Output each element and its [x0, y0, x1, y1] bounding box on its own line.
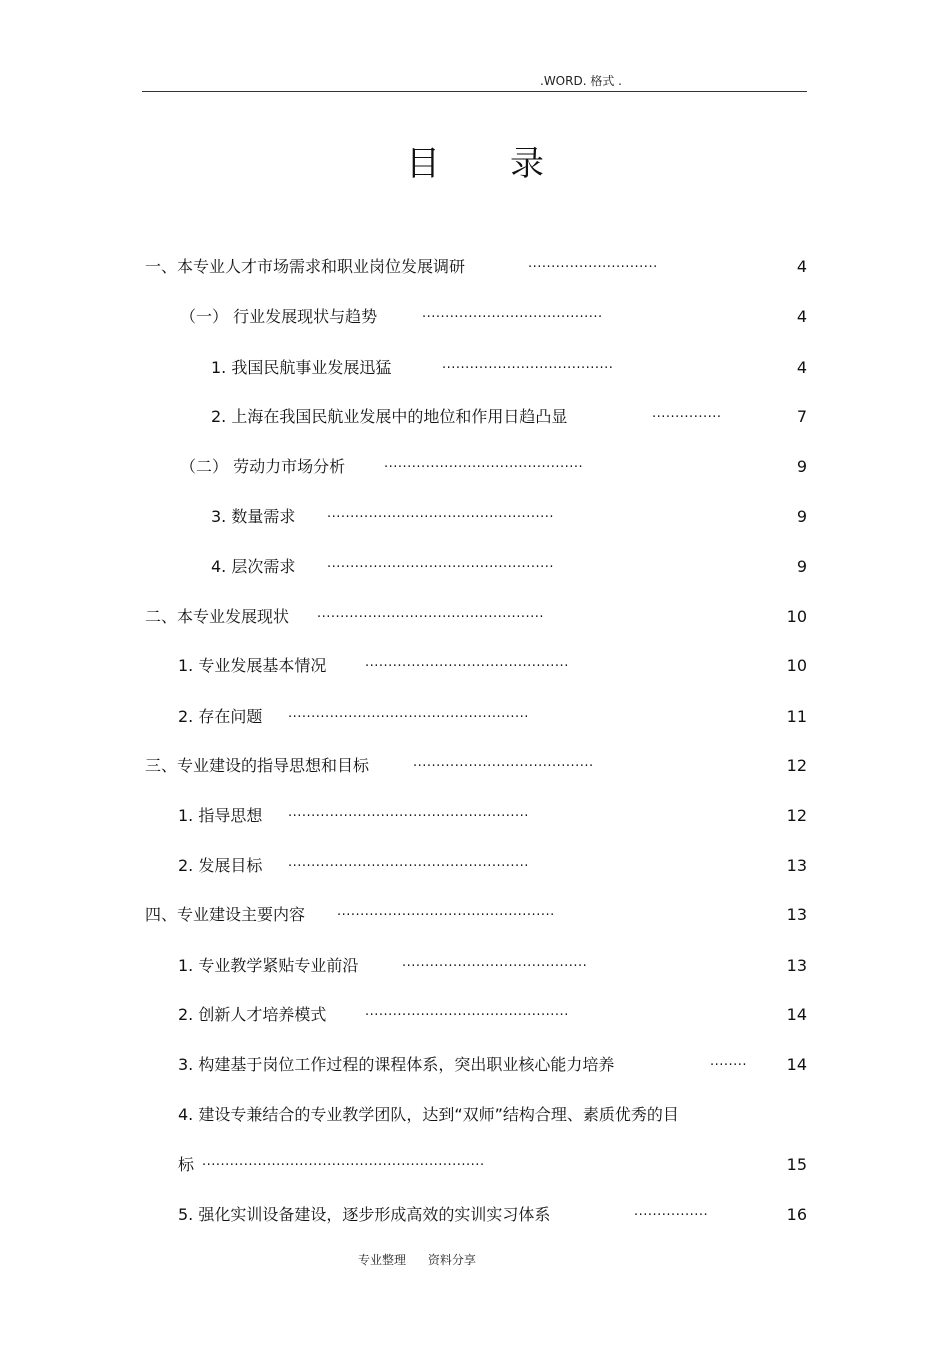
toc-entry-label: 3. 构建基于岗位工作过程的课程体系，突出职业核心能力培养 — [178, 1055, 615, 1074]
toc-entry[interactable] — [0, 605, 950, 629]
toc-entry-leader: ............................ — [528, 256, 658, 271]
toc-entry-leader: ................................................. — [327, 506, 554, 521]
toc-entry-label: （二） 劳动力市场分析 — [180, 457, 346, 476]
toc-entry[interactable] — [0, 255, 950, 279]
toc-entry-page: 14 — [786, 1005, 807, 1024]
toc-entry-page: 12 — [786, 756, 807, 775]
toc-entry-label: 2. 上海在我国民航业发展中的地位和作用日趋凸显 — [211, 407, 568, 426]
toc-entry-page: 10 — [786, 607, 807, 626]
toc-entry[interactable] — [0, 305, 950, 329]
toc-entry-leader: ................ — [634, 1204, 709, 1219]
toc-entry-leader: ........................................... — [384, 456, 584, 471]
toc-entry-leader: ........................................ — [402, 955, 588, 970]
toc-entry[interactable] — [0, 854, 950, 878]
toc-entry-leader: ............... — [652, 406, 722, 421]
toc-entry-leader: ....................................... — [413, 755, 594, 770]
toc-entry[interactable] — [0, 1103, 950, 1127]
toc-entry-label: 4. 层次需求 — [211, 557, 296, 576]
toc-entry-page: 4 — [796, 257, 807, 276]
toc-entry-leader: ............................................................. — [202, 1154, 485, 1169]
page-title: 目录 — [406, 144, 614, 184]
toc-entry[interactable] — [0, 705, 950, 729]
toc-entry-page: 4 — [796, 358, 807, 377]
toc-entry-page: 12 — [786, 806, 807, 825]
toc-entry[interactable] — [0, 405, 950, 429]
toc-entry[interactable] — [0, 1003, 950, 1027]
toc-entry-label: 标 — [178, 1155, 195, 1174]
toc-entry-leader: .................................................... — [288, 706, 529, 721]
page-header-text: .WORD. 格式 . — [540, 74, 622, 88]
toc-entry-label: 2. 发展目标 — [178, 856, 263, 875]
toc-entry-page: 14 — [786, 1055, 807, 1074]
toc-entry-page: 9 — [796, 457, 807, 476]
toc-entry[interactable] — [0, 505, 950, 529]
toc-entry-label: 5. 强化实训设备建设，逐步形成高效的实训实习体系 — [178, 1205, 551, 1224]
toc-entry-leader: ................................................. — [317, 606, 544, 621]
toc-entry-page: 4 — [796, 307, 807, 326]
toc-entry-label: 3. 数量需求 — [211, 507, 296, 526]
toc-entry-label: 2. 创新人才培养模式 — [178, 1005, 327, 1024]
toc-entry[interactable] — [0, 356, 950, 380]
toc-entry-page: 9 — [796, 557, 807, 576]
toc-entry-label: 1. 专业教学紧贴专业前沿 — [178, 956, 359, 975]
toc-entry-page: 11 — [786, 707, 807, 726]
toc-entry[interactable] — [0, 1203, 950, 1227]
toc-entry-label: 1. 专业发展基本情况 — [178, 656, 327, 675]
toc-entry-leader: ............................................ — [365, 655, 569, 670]
toc-entry[interactable] — [0, 754, 950, 778]
toc-entry[interactable] — [0, 1053, 950, 1077]
toc-entry-label: 4. 建设专兼结合的专业教学团队，达到“双师”结构合理、素质优秀的目 — [178, 1105, 679, 1124]
toc-entry-label: 二、本专业发展现状 — [145, 607, 290, 626]
toc-entry-leader: .................................................... — [288, 855, 529, 870]
toc-entry-page: 9 — [796, 507, 807, 526]
toc-entry-label: 2. 存在问题 — [178, 707, 263, 726]
toc-entry[interactable] — [0, 954, 950, 978]
toc-entry-leader: ................................................. — [327, 556, 554, 571]
toc-entry-leader: ..................................... — [442, 357, 614, 372]
toc-entry-label: （一） 行业发展现状与趋势 — [180, 307, 378, 326]
toc-entry[interactable] — [0, 804, 950, 828]
toc-entry-page: 15 — [786, 1155, 807, 1174]
toc-entry-page: 7 — [796, 407, 807, 426]
page-footer-text: 专业整理 资料分享 — [358, 1253, 476, 1267]
toc-entry-leader: ............................................ — [365, 1004, 569, 1019]
toc-entry-page: 13 — [786, 905, 807, 924]
toc-entry-leader: .................................................... — [288, 805, 529, 820]
toc-entry-leader: ............................................... — [337, 904, 555, 919]
toc-entry-label: 三、专业建设的指导思想和目标 — [145, 756, 370, 775]
toc-entry[interactable] — [0, 555, 950, 579]
toc-entry-page: 16 — [786, 1205, 807, 1224]
toc-entry[interactable] — [0, 1153, 950, 1177]
toc-entry-label: 1. 我国民航事业发展迅猛 — [211, 358, 392, 377]
toc-entry-page: 13 — [786, 856, 807, 875]
toc-entry-label: 一、本专业人才市场需求和职业岗位发展调研 — [145, 257, 466, 276]
toc-entry-label: 1. 指导思想 — [178, 806, 263, 825]
toc-entry[interactable] — [0, 455, 950, 479]
toc-entry-leader: ....................................... — [422, 306, 603, 321]
toc-entry-label: 四、专业建设主要内容 — [145, 905, 306, 924]
toc-entry-page: 10 — [786, 656, 807, 675]
toc-entry-page: 13 — [786, 956, 807, 975]
toc-entry[interactable] — [0, 903, 950, 927]
toc-entry-leader: ........ — [710, 1054, 748, 1069]
header-divider — [142, 91, 807, 92]
toc-entry[interactable] — [0, 654, 950, 678]
